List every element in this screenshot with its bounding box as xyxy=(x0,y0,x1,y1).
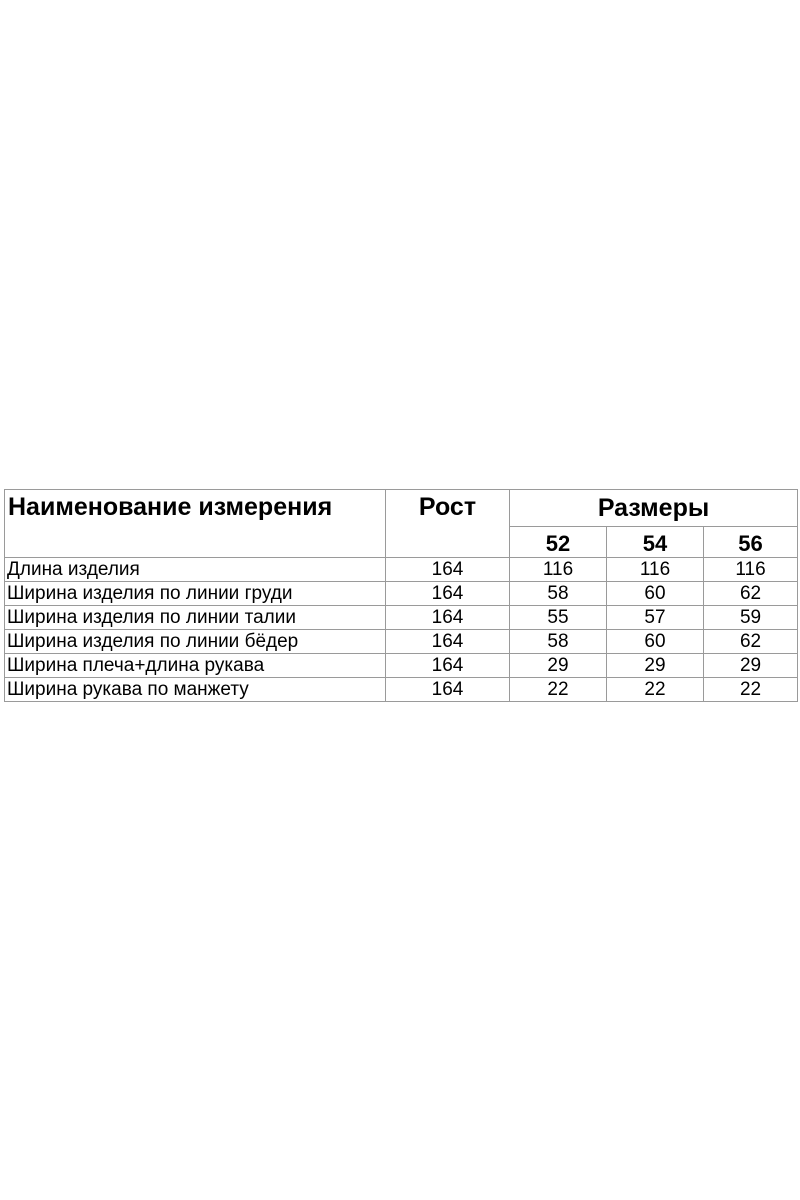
row-value: 60 xyxy=(607,582,704,606)
row-value: 62 xyxy=(704,582,798,606)
row-name: Ширина изделия по линии талии xyxy=(5,606,386,630)
row-name: Длина изделия xyxy=(5,558,386,582)
row-value: 58 xyxy=(510,582,607,606)
row-height: 164 xyxy=(386,558,510,582)
row-name: Ширина плеча+длина рукава xyxy=(5,654,386,678)
measurement-name-header: Наименование измерения xyxy=(5,490,386,558)
sizes-header: Размеры xyxy=(510,490,798,527)
table-row xyxy=(5,654,798,678)
row-name: Ширина изделия по линии бёдер xyxy=(5,630,386,654)
row-height: 164 xyxy=(386,678,510,702)
row-value: 29 xyxy=(607,654,704,678)
size-chart-table xyxy=(4,489,798,702)
row-height: 164 xyxy=(386,654,510,678)
row-value: 22 xyxy=(607,678,704,702)
row-height: 164 xyxy=(386,606,510,630)
size-label: 54 xyxy=(607,527,704,558)
row-value: 22 xyxy=(704,678,798,702)
row-value: 116 xyxy=(607,558,704,582)
row-value: 29 xyxy=(510,654,607,678)
size-label: 56 xyxy=(704,527,798,558)
height-header: Рост xyxy=(386,490,510,558)
table-row xyxy=(5,558,798,582)
table-row xyxy=(5,678,798,702)
row-value: 57 xyxy=(607,606,704,630)
row-value: 60 xyxy=(607,630,704,654)
row-value: 116 xyxy=(510,558,607,582)
row-value: 62 xyxy=(704,630,798,654)
row-value: 116 xyxy=(704,558,798,582)
row-value: 55 xyxy=(510,606,607,630)
row-value: 22 xyxy=(510,678,607,702)
size-label: 52 xyxy=(510,527,607,558)
row-value: 59 xyxy=(704,606,798,630)
table-row xyxy=(5,630,798,654)
header-row xyxy=(5,490,798,527)
row-value: 58 xyxy=(510,630,607,654)
row-height: 164 xyxy=(386,582,510,606)
table-row xyxy=(5,606,798,630)
row-height: 164 xyxy=(386,630,510,654)
row-name: Ширина рукава по манжету xyxy=(5,678,386,702)
row-value: 29 xyxy=(704,654,798,678)
row-name: Ширина изделия по линии груди xyxy=(5,582,386,606)
table-row xyxy=(5,582,798,606)
